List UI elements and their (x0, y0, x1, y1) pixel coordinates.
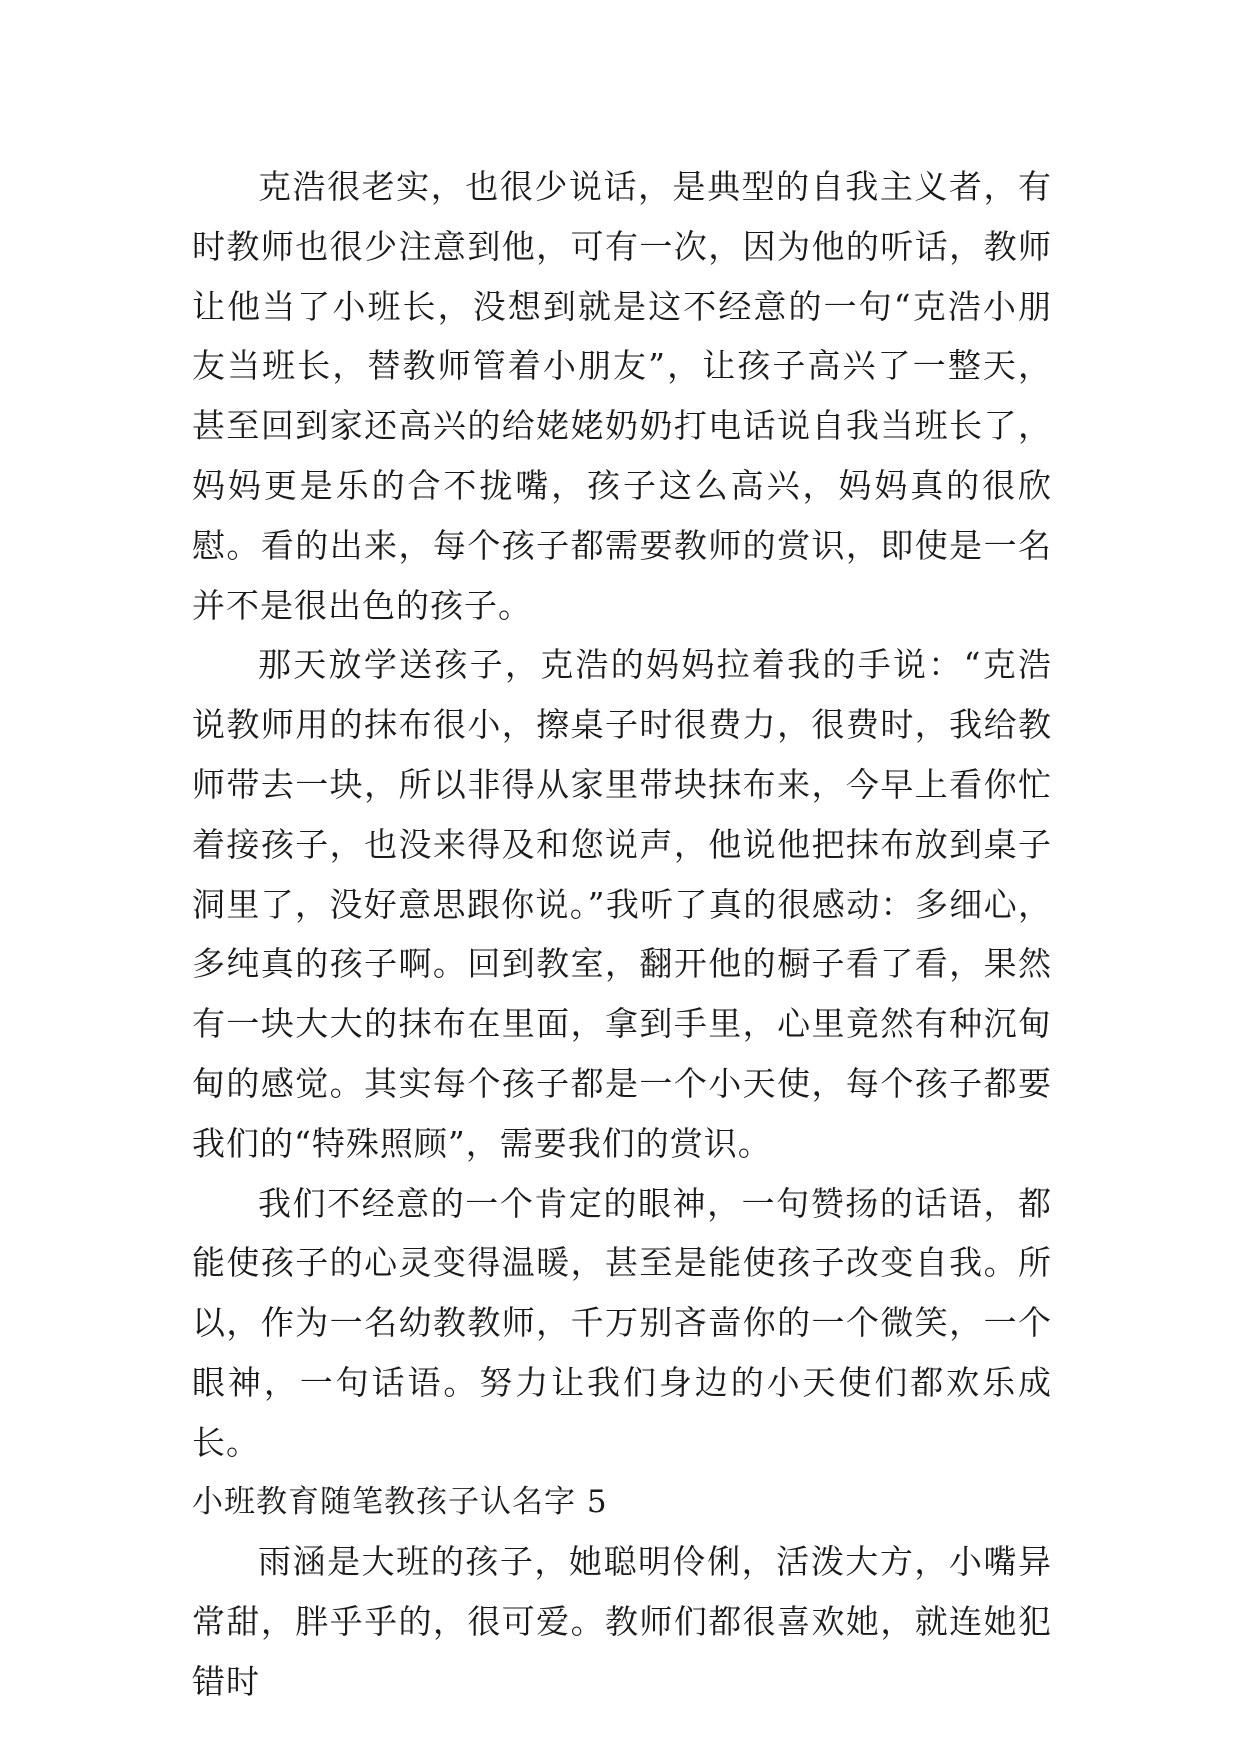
section-heading: 小班教育随笔教孩子认名字 5 (192, 1483, 608, 1520)
document-page (192, 157, 1052, 1712)
paragraph-cleaning-cloth: 那天放学送孩子，克浩的妈妈拉着我的手说：“克浩说教师用的抹布很小，擦桌子时很费力，很费时，我给教师带去一块，所以非得从家里带块抹布来，今早上看你忙着接孩子，也没来得及和您说声，他说他把抹布放到桌子洞里了，没好意思跟你说。”我听了真的很感动：多细心，多纯真的孩子啊。回到教室，翻开他的橱子看了看，果然有一块大大的抹布在里面，拿到手里，心里竟然有种沉甸甸的感觉。其实每个孩子都是一个小天使，每个孩子都要我们的“特殊照顾”，需要我们的赏识。 (192, 645, 1052, 1163)
paragraph-kehao-monitor: 克浩很老实，也很少说话，是典型的自我主义者，有时教师也很少注意到他，可有一次，因为他的听话，教师让他当了小班长，没想到就是这不经意的一句“克浩小朋友当班长，替教师管着小朋友”，让孩子高兴了一整天，甚至回到家还高兴的给姥姥奶奶打电话说自我当班长了，妈妈更是乐的合不拢嘴，孩子这么高兴，妈妈真的很欣慰。看的出来，每个孩子都需要教师的赏识，即使是一名并不是很出色的孩子。 (192, 167, 1052, 625)
paragraph-yuhan: 雨涵是大班的孩子，她聪明伶俐，活泼大方，小嘴异常甜，胖乎乎的，很可爱。教师们都很喜欢她，就连她犯错时 (192, 1542, 1052, 1701)
paragraph-encouragement: 我们不经意的一个肯定的眼神，一句赞扬的话语，都能使孩子的心灵变得温暖，甚至是能使孩子改变自我。所以，作为一名幼教教师，千万别吝啬你的一个微笑，一个眼神，一句话语。努力让我们身边的小天使们都欢乐成长。 (192, 1183, 1052, 1462)
